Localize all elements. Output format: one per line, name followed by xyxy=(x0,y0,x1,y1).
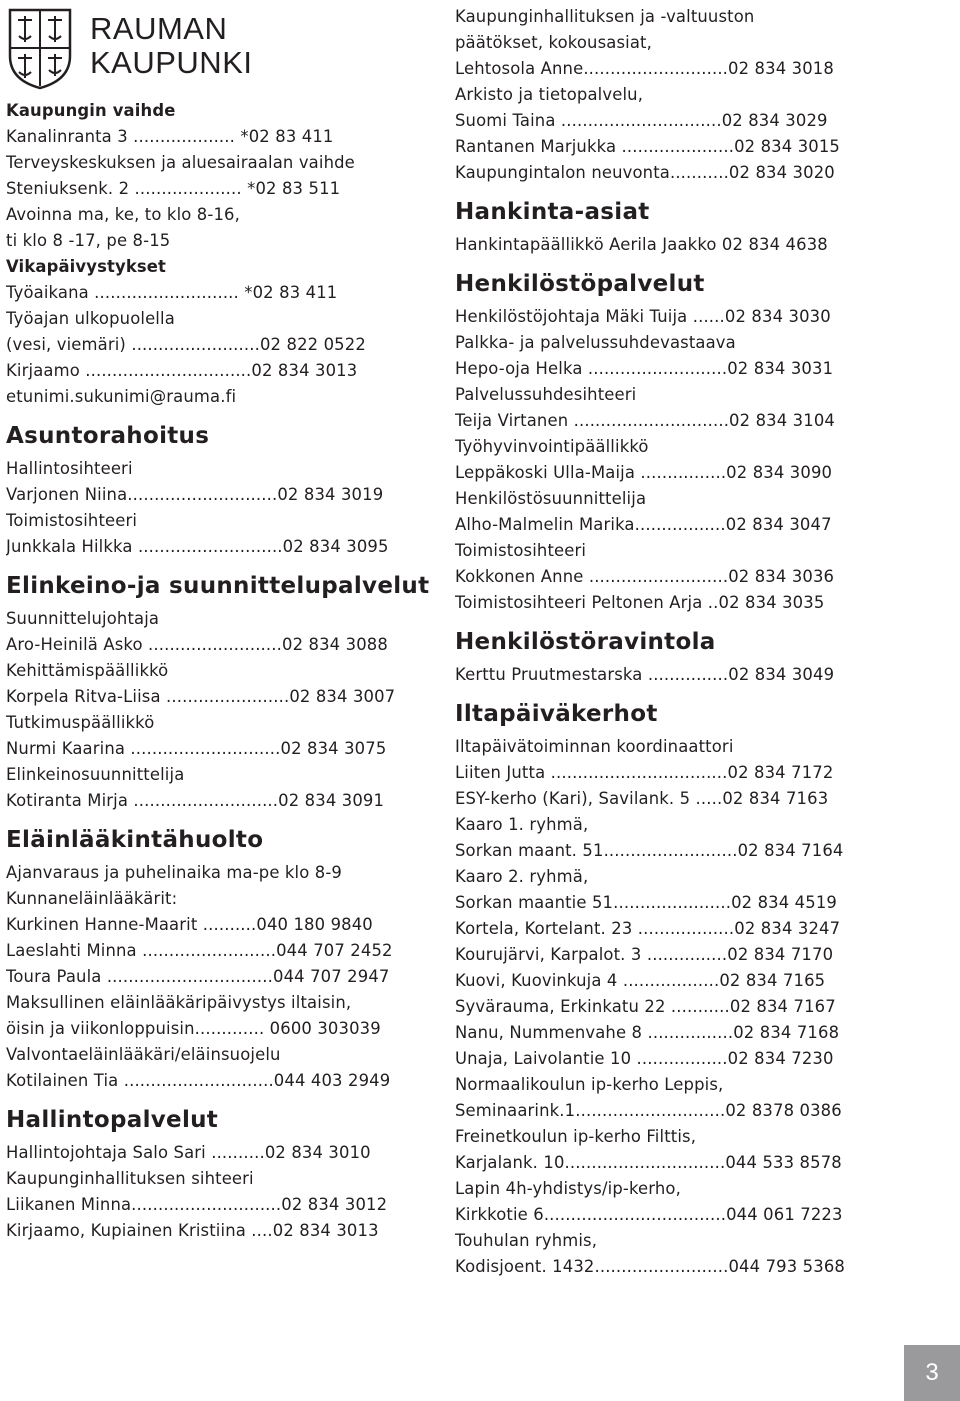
section-heading: Eläinlääkintähuolto xyxy=(6,827,264,853)
directory-entry: Kaupunginhallituksen ja -valtuuston xyxy=(455,7,755,26)
directory-entry: Hankintapäällikkö Aerila Jaakko 02 834 4638 xyxy=(455,235,828,254)
directory-entry: Liikanen Minna............................02 834 3012 xyxy=(6,1195,388,1214)
directory-entry: Hallintojohtaja Salo Sari ..........02 834 3010 xyxy=(6,1143,371,1162)
directory-entry: Freinetkoulun ip-kerho Filttis, xyxy=(455,1127,697,1146)
directory-entry: Tutkimuspäällikkö xyxy=(6,713,155,732)
city-name-line2: KAUPUNKI xyxy=(90,45,253,80)
directory-entry: Kotilainen Tia ............................044 403 2949 xyxy=(6,1071,391,1090)
directory-entry: Unaja, Laivolantie 10 .................02 834 7230 xyxy=(455,1049,834,1068)
directory-entry: Maksullinen eläinlääkäripäivystys iltaisin, xyxy=(6,993,352,1012)
directory-entry: Kurkinen Hanne-Maarit ..........040 180 9840 xyxy=(6,915,373,934)
directory-entry: Kuovi, Kuovinkuja 4 ..................02 834 7165 xyxy=(455,971,826,990)
subsection-label: Vikapäivystykset xyxy=(6,257,167,276)
directory-entry: Liiten Jutta .................................02 834 7172 xyxy=(455,763,834,782)
directory-entry: Työajan ulkopuolella xyxy=(6,309,175,328)
directory-entry: Sorkan maant. 51.........................02 834 7164 xyxy=(455,841,844,860)
directory-entry: Kotiranta Mirja ...........................02 834 3091 xyxy=(6,791,385,810)
directory-entry: Avoinna ma, ke, to klo 8-16, xyxy=(6,205,240,224)
section-heading: Asuntorahoitus xyxy=(6,423,210,449)
section-heading: Hankinta-asiat xyxy=(455,199,650,225)
left-column xyxy=(6,0,430,1244)
section-heading: Elinkeino-ja suunnittelupalvelut xyxy=(6,573,430,599)
section-heading: Hallintopalvelut xyxy=(6,1107,219,1133)
directory-entry: Nurmi Kaarina ............................02 834 3075 xyxy=(6,739,387,758)
directory-entry: Kirjaamo ...............................02 834 3013 xyxy=(6,361,358,380)
directory-entry: Junkkala Hilkka ...........................02 834 3095 xyxy=(6,537,389,556)
directory-entry: Iltapäivätoiminnan koordinaattori xyxy=(455,737,734,756)
city-crest-icon xyxy=(6,6,74,90)
directory-entry: Kirkkotie 6..................................044 061 7223 xyxy=(455,1205,843,1224)
directory-entry: Kodisjoent. 1432.........................044 793 5368 xyxy=(455,1257,845,1276)
directory-entry: Steniuksenk. 2 .................... *02 83 511 xyxy=(6,179,341,198)
directory-entry: Henkilöstösuunnittelija xyxy=(455,489,647,508)
directory-entry: Kehittämispäällikkö xyxy=(6,661,169,680)
directory-entry: Arkisto ja tietopalvelu, xyxy=(455,85,644,104)
directory-entry: Alho-Malmelin Marika.................02 834 3047 xyxy=(455,515,832,534)
directory-entry: Kunnaneläinlääkärit: xyxy=(6,889,178,908)
directory-entry: Terveyskeskuksen ja aluesairaalan vaihde xyxy=(6,153,355,172)
directory-entry: Karjalank. 10..............................044 533 8578 xyxy=(455,1153,842,1172)
directory-entry: Kaaro 1. ryhmä, xyxy=(455,815,589,834)
directory-entry: Varjonen Niina............................02 834 3019 xyxy=(6,485,384,504)
directory-entry: Suomi Taina ..............................02 834 3029 xyxy=(455,111,828,130)
directory-entry: Laeslahti Minna .........................044 707 2452 xyxy=(6,941,393,960)
section-heading: Iltapäiväkerhot xyxy=(455,701,658,727)
directory-entry: Toimistosihteeri Peltonen Arja ..02 834 3035 xyxy=(455,593,825,612)
city-name xyxy=(90,12,252,80)
directory-entry: etunimi.sukunimi@rauma.fi xyxy=(6,387,237,406)
directory-entry: Aro-Heinilä Asko .........................02 834 3088 xyxy=(6,635,388,654)
section-heading: Henkilöstöravintola xyxy=(455,629,716,655)
directory-entry: Leppäkoski Ulla-Maija ................02 834 3090 xyxy=(455,463,833,482)
directory-entry: Kaupunginhallituksen sihteeri xyxy=(6,1169,254,1188)
directory-entry: Kaupungintalon neuvonta...........02 834 3020 xyxy=(455,163,835,182)
right-directory-list xyxy=(455,4,875,1280)
directory-entry: Hepo-oja Helka ..........................02 834 3031 xyxy=(455,359,834,378)
directory-entry: Nanu, Nummenvahe 8 ................02 834 7168 xyxy=(455,1023,840,1042)
directory-entry: Kaaro 2. ryhmä, xyxy=(455,867,589,886)
subsection-label: Kaupungin vaihde xyxy=(6,101,176,120)
directory-entry: Touhulan ryhmis, xyxy=(455,1231,598,1250)
directory-entry: Kerttu Pruutmestarska ...............02 834 3049 xyxy=(455,665,835,684)
page-number: 3 xyxy=(904,1345,960,1401)
directory-entry: Toimistosihteeri xyxy=(455,541,587,560)
directory-entry: Ajanvaraus ja puhelinaika ma-pe klo 8-9 xyxy=(6,863,343,882)
city-name-line1: RAUMAN xyxy=(90,11,228,46)
directory-entry: Lehtosola Anne...........................02 834 3018 xyxy=(455,59,834,78)
directory-entry: Kourujärvi, Karpalot. 3 ...............02 834 7170 xyxy=(455,945,834,964)
directory-entry: Toimistosihteeri xyxy=(6,511,138,530)
directory-entry: Rantanen Marjukka .....................02 834 3015 xyxy=(455,137,841,156)
directory-entry: Sorkan maantie 51......................02 834 4519 xyxy=(455,893,837,912)
directory-entry: Palkka- ja palvelussuhdevastaava xyxy=(455,333,736,352)
directory-entry: Kirjaamo, Kupiainen Kristiina ....02 834 3013 xyxy=(6,1221,379,1240)
directory-entry: Normaalikoulun ip-kerho Leppis, xyxy=(455,1075,724,1094)
left-directory-list xyxy=(6,98,430,1244)
directory-entry: Valvontaeläinlääkäri/eläinsuojelu xyxy=(6,1045,281,1064)
directory-entry: (vesi, viemäri) ........................02 822 0522 xyxy=(6,335,366,354)
city-header xyxy=(6,0,426,98)
directory-entry: päätökset, kokousasiat, xyxy=(455,33,652,52)
directory-entry: ESY-kerho (Kari), Savilank. 5 .....02 834 7163 xyxy=(455,789,829,808)
directory-entry: ti klo 8 -17, pe 8-15 xyxy=(6,231,171,250)
directory-entry: Henkilöstöjohtaja Mäki Tuija ......02 834 3030 xyxy=(455,307,831,326)
directory-entry: öisin ja viikonloppuisin............. 0600 303039 xyxy=(6,1019,381,1038)
directory-entry: Teija Virtanen .............................02 834 3104 xyxy=(455,411,835,430)
directory-entry: Seminaarink.1............................02 8378 0386 xyxy=(455,1101,842,1120)
directory-entry: Elinkeinosuunnittelija xyxy=(6,765,185,784)
directory-entry: Suunnittelujohtaja xyxy=(6,609,160,628)
directory-entry: Kanalinranta 3 ................... *02 83 411 xyxy=(6,127,334,146)
directory-entry: Kokkonen Anne ..........................02 834 3036 xyxy=(455,567,835,586)
directory-entry: Kortela, Kortelant. 23 ..................02 834 3247 xyxy=(455,919,841,938)
directory-entry: Hallintosihteeri xyxy=(6,459,133,478)
directory-entry: Työhyvinvointipäällikkö xyxy=(455,437,649,456)
directory-entry: Syvärauma, Erkinkatu 22 ...........02 834 7167 xyxy=(455,997,836,1016)
directory-entry: Toura Paula ...............................044 707 2947 xyxy=(6,967,390,986)
right-column xyxy=(455,4,875,1280)
directory-entry: Palvelussuhdesihteeri xyxy=(455,385,637,404)
directory-entry: Korpela Ritva-Liisa .......................02 834 3007 xyxy=(6,687,396,706)
directory-entry: Lapin 4h-yhdistys/ip-kerho, xyxy=(455,1179,681,1198)
section-heading: Henkilöstöpalvelut xyxy=(455,271,705,297)
directory-entry: Työaikana ........................... *02 83 411 xyxy=(6,283,338,302)
